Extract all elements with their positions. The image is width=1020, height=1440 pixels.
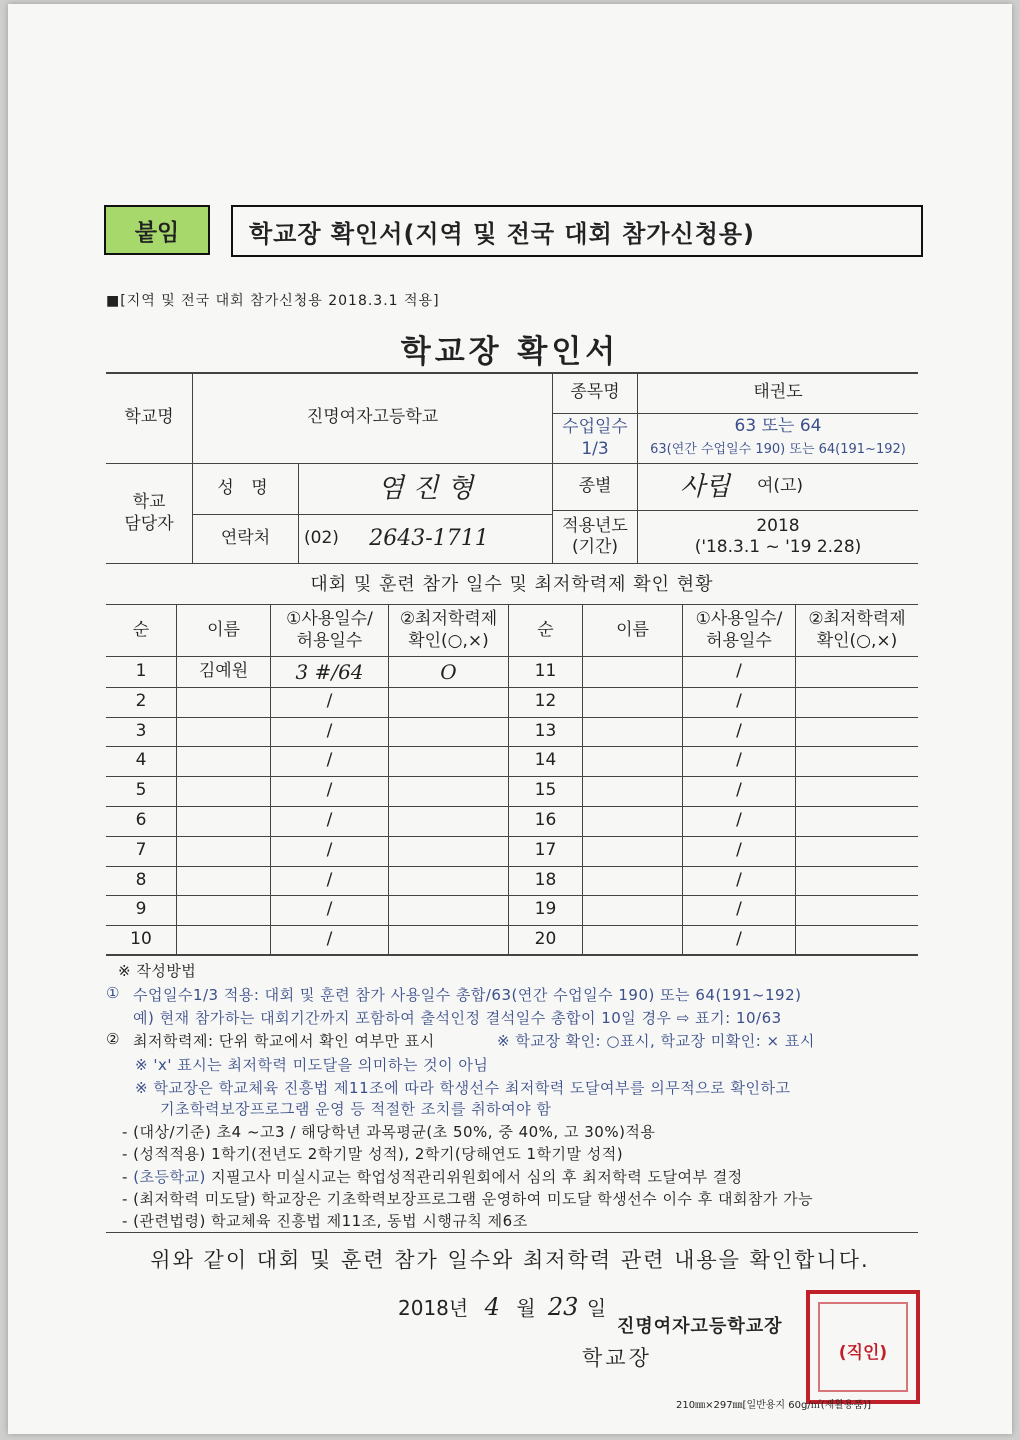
row-left-4-days: / xyxy=(326,750,333,771)
row-left-1-min: O xyxy=(440,659,457,684)
instructions-heading: ※ 작성방법 xyxy=(118,962,197,980)
class-days-label: 수업일수 1/3 xyxy=(562,417,628,459)
class-days-detail: 63(연간 수업일수 190) 또는 64(191~192) xyxy=(650,442,906,458)
row-right-5-seq: 15 xyxy=(534,780,557,801)
note-2-principal-check: ※ 학교장 확인: ○표시, 학교장 미확인: × 표시 xyxy=(497,1032,815,1050)
row-right-4-seq: 14 xyxy=(534,750,557,771)
row-right-5-min xyxy=(796,776,918,806)
name-label: 성 명 xyxy=(217,478,274,499)
page-title: 학교장 확인서 xyxy=(400,334,620,370)
row-right-9-name xyxy=(583,895,682,925)
row-right-2-days: / xyxy=(736,691,742,712)
school-manager-label: 학교 담당자 xyxy=(124,492,174,534)
row-left-3-seq: 3 xyxy=(135,721,147,742)
row-left-10-seq: 10 xyxy=(130,929,152,950)
row-right-10-days: / xyxy=(736,929,742,950)
row-right-3-min xyxy=(796,717,918,747)
sport-label: 종목명 xyxy=(570,382,620,403)
row-right-2-name xyxy=(583,687,682,717)
row-right-6-min xyxy=(796,806,918,836)
row-left-2-min xyxy=(389,687,508,717)
apply-year-label: 적용년도 (기간) xyxy=(562,515,628,557)
row-left-5-min xyxy=(389,776,508,806)
row-left-4-seq: 4 xyxy=(135,750,147,771)
class-days-value: 63 또는 64 xyxy=(734,415,822,436)
row-left-3-days: / xyxy=(326,721,333,742)
row-left-2-days: / xyxy=(326,691,333,712)
row-left-7-days: / xyxy=(326,840,333,861)
note-2-mark: ② xyxy=(106,1030,120,1048)
row-left-6-min xyxy=(389,806,508,836)
note-1-mark: ① xyxy=(106,984,120,1002)
row-right-10-name xyxy=(583,925,682,955)
row-right-1-min xyxy=(796,657,918,687)
principal-label: 학교장 xyxy=(582,1346,652,1370)
row-right-10-seq: 20 xyxy=(534,929,557,950)
row-right-1-name xyxy=(583,657,682,687)
col-days-left: ①사용일수/ 허용일수 xyxy=(286,609,373,651)
row-left-7-seq: 7 xyxy=(135,840,147,861)
category-handwritten: 사립 xyxy=(679,471,731,502)
row-left-10-days: / xyxy=(326,929,333,950)
detail-grades: - (성적적용) 1학기(전년도 2학기말 성적), 2학기(당해연도 1학기말 성적) xyxy=(122,1145,624,1163)
date-month-handwritten: 4 xyxy=(484,1293,500,1321)
official-seal xyxy=(806,1290,920,1404)
row-right-6-name xyxy=(583,806,682,836)
document-banner: 학교장 확인서(지역 및 전국 대회 참가신청용) xyxy=(231,205,923,257)
row-right-8-days: / xyxy=(736,870,742,891)
row-left-4-min xyxy=(389,746,508,776)
row-left-5-seq: 5 xyxy=(135,780,147,801)
row-right-9-min xyxy=(796,895,918,925)
col-name-right: 이름 xyxy=(616,619,649,640)
row-left-9-name xyxy=(177,895,270,925)
contact-number-handwritten: 2643-1711 xyxy=(369,526,489,552)
row-left-6-seq: 6 xyxy=(135,810,147,831)
row-left-6-days: / xyxy=(326,810,333,831)
row-right-5-name xyxy=(583,776,682,806)
row-right-1-days: / xyxy=(736,661,742,682)
col-name-left: 이름 xyxy=(207,619,240,640)
row-right-10-min xyxy=(796,925,918,955)
row-right-3-days: / xyxy=(736,721,742,742)
detail-related-law: - (관련법령) 학교체육 진흥법 제11조, 동법 시행규칙 제6조 xyxy=(122,1212,528,1230)
date-day-handwritten: 23 xyxy=(547,1293,579,1321)
row-left-4-name xyxy=(177,746,270,776)
row-left-2-name xyxy=(177,687,270,717)
row-right-4-min xyxy=(796,746,918,776)
col-min-right: ②최저학력제 확인(○,×) xyxy=(808,609,906,651)
row-left-7-min xyxy=(389,836,508,866)
row-right-2-seq: 12 xyxy=(534,691,557,712)
paper-spec: 210㎜×297㎜[일반용지 60g/㎡(재활용품)] xyxy=(676,1400,872,1411)
detail-below-minimum: - (최저학력 미도달) 학교장은 기초학력보장프로그램 운영하여 미도달 학생선수 이수 후 대회참가 가능 xyxy=(122,1190,814,1208)
row-left-5-name xyxy=(177,776,270,806)
row-left-1-days: 3 #/64 xyxy=(295,659,364,684)
sport-value: 태권도 xyxy=(753,382,803,403)
row-left-3-name xyxy=(177,717,270,747)
seal-text: (직인) xyxy=(838,1343,888,1363)
row-left-10-name xyxy=(177,925,270,955)
row-left-2-seq: 2 xyxy=(135,691,147,712)
row-right-3-name xyxy=(583,717,682,747)
row-left-8-min xyxy=(389,866,508,896)
note-3: ※ 'x' 표시는 최저학력 미도달을 의미하는 것이 아님 xyxy=(135,1056,489,1074)
contact-area-code: (02) xyxy=(304,528,339,549)
note-2: 최저학력제: 단위 학교에서 확인 여부만 표시 xyxy=(133,1032,435,1050)
row-left-1-name: 김예원 xyxy=(198,661,249,682)
row-right-4-name xyxy=(583,746,682,776)
category-value: 여(고) xyxy=(756,476,804,497)
detail-elementary: - (초등학교) 지필고사 미실시교는 학업성적관리위원회에서 심의 후 최저학력 도달여부 결정 xyxy=(122,1168,743,1186)
row-right-9-days: / xyxy=(736,899,742,920)
row-left-5-days: / xyxy=(326,780,333,801)
row-right-8-seq: 18 xyxy=(534,870,557,891)
row-left-3-min xyxy=(389,717,508,747)
row-right-1-seq: 11 xyxy=(534,661,557,682)
confirmation-date: 2018년 4 월 23 일 xyxy=(398,1293,607,1321)
attachment-tag: 붙임 xyxy=(104,205,210,255)
status-heading: 대회 및 훈련 참가 일수 및 최저학력제 확인 현황 xyxy=(310,573,714,595)
row-right-2-min xyxy=(796,687,918,717)
row-right-5-days: / xyxy=(736,780,742,801)
row-right-7-seq: 17 xyxy=(534,840,557,861)
note-1-example: 예) 현재 참가하는 대회기간까지 포함하여 출석인정 결석일수 총합이 10일 경우 ⇨ 표기: 10/63 xyxy=(133,1009,782,1027)
row-right-7-days: / xyxy=(736,840,742,861)
manager-name-handwritten: 염 진 형 xyxy=(377,473,474,505)
row-right-6-days: / xyxy=(736,810,742,831)
row-left-8-days: / xyxy=(326,870,333,891)
col-seq-left: 순 xyxy=(132,619,150,640)
school-name-value: 진명여자고등학교 xyxy=(306,407,439,428)
applicability-note: ■[지역 및 전국 대회 참가신청용 2018.3.1 적용] xyxy=(106,293,440,309)
contact-label: 연락처 xyxy=(220,528,271,549)
detail-target: - (대상/기준) 초4 ~고3 / 해당학년 과목평균(초 50%, 중 40%, 고 30%)적용 xyxy=(122,1123,656,1141)
col-min-left: ②최저학력제 확인(○,×) xyxy=(399,609,498,651)
row-right-7-min xyxy=(796,836,918,866)
school-name-label: 학교명 xyxy=(124,407,174,428)
note-4-cont: 기초학력보장프로그램 운영 등 적절한 조치를 취하여야 함 xyxy=(160,1100,552,1118)
row-right-3-seq: 13 xyxy=(534,721,557,742)
col-days-right: ①사용일수/ 허용일수 xyxy=(695,609,783,651)
category-label: 종별 xyxy=(578,476,612,497)
row-left-1-seq: 1 xyxy=(135,661,147,682)
row-right-6-seq: 16 xyxy=(534,810,557,831)
row-left-9-days: / xyxy=(326,899,333,920)
note-4: ※ 학교장은 학교체육 진흥법 제11조에 따라 학생선수 최저학력 도달여부를 의무적으로 확인하고 xyxy=(135,1079,791,1097)
row-right-8-name xyxy=(583,866,682,896)
confirmation-statement: 위와 같이 대회 및 훈련 참가 일수와 최저학력 관련 내용을 확인합니다. xyxy=(150,1248,870,1272)
row-right-7-name xyxy=(583,836,682,866)
row-left-10-min xyxy=(389,925,508,955)
school-principal-title: 진명여자고등학교장 xyxy=(617,1316,783,1337)
note-1: 수업일수1/3 적용: 대회 및 훈련 참가 사용일수 총합/63(연간 수업일수 190) 또는 64(191~192) xyxy=(133,986,802,1004)
row-right-4-days: / xyxy=(736,750,742,771)
row-right-9-seq: 19 xyxy=(534,899,557,920)
row-left-6-name xyxy=(177,806,270,836)
row-right-8-min xyxy=(796,866,918,896)
row-left-9-min xyxy=(389,895,508,925)
col-seq-right: 순 xyxy=(537,619,554,640)
row-left-9-seq: 9 xyxy=(135,899,147,920)
row-left-7-name xyxy=(177,836,270,866)
row-left-8-seq: 8 xyxy=(135,870,147,891)
apply-year-value: 2018 ('18.3.1 ~ '19 2.28) xyxy=(694,515,862,557)
row-left-8-name xyxy=(177,866,270,896)
